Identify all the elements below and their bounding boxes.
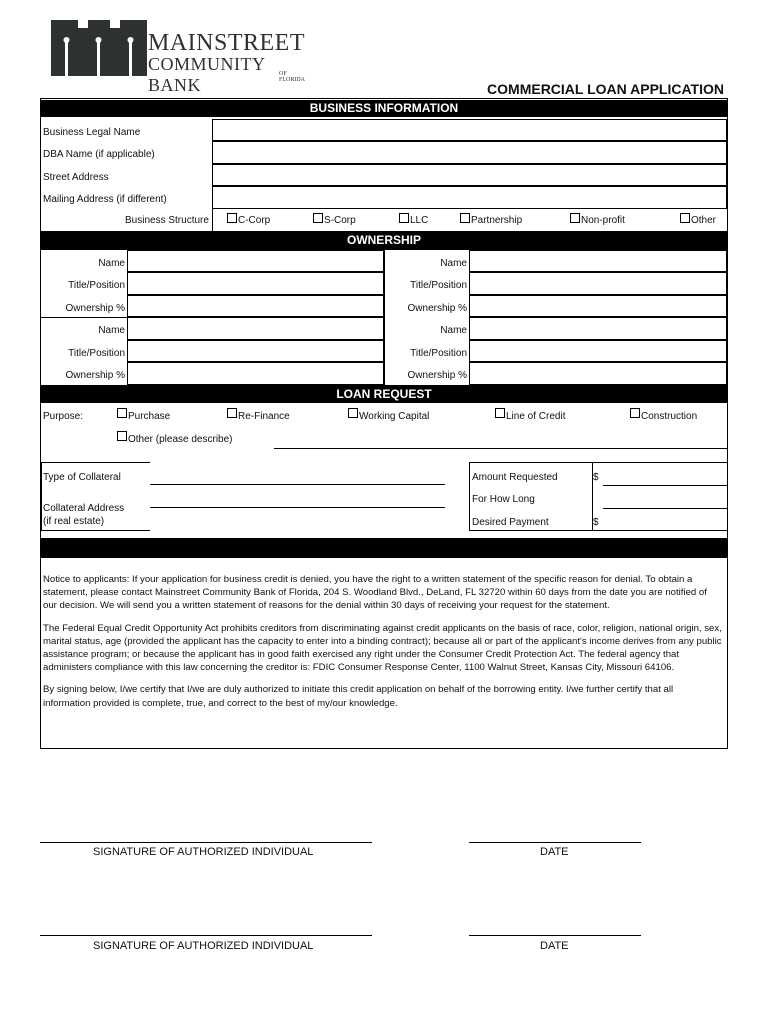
street-label: Street Address [43, 172, 109, 183]
business-info-header: BUSINESS INFORMATION [41, 100, 727, 117]
structure-partnership-checkbox[interactable] [460, 213, 470, 223]
bank-name-line1: MAINSTREET [148, 30, 305, 56]
purpose-refinance-label: Re-Finance [238, 411, 290, 422]
owner2-pct-label: Ownership % [407, 303, 467, 314]
collateral-address-input-1[interactable] [150, 485, 445, 508]
notice-paragraph-2: The Federal Equal Credit Opportunity Act prohibits creditors from discriminating against credit applicants on the basis of race, color, religion, national origin, sex, marital status, age (provided the applicant has the capacity to enter into a binding contract); because all or part of the applicant's income derives from any public assistance program; or because the applicant has in good faith exercised any right under the Consumer Credit Protection Act. The federal agency that administers compliance with this law concerning the creditor is: FDIC Consumer Response Center, 1100 Walnut Street, Kansas City, Missouri 64106. [43, 622, 722, 674]
collateral-address-label-1: Collateral Address [43, 503, 125, 514]
ownership-group-divider [41, 317, 127, 318]
ownership-divider [384, 250, 385, 385]
dba-input[interactable] [212, 141, 727, 164]
owner4-name-label: Name [440, 325, 467, 336]
collateral-type-label: Type of Collateral [43, 472, 121, 483]
bank-name-line3: OF FLORIDA [279, 71, 306, 83]
amount-input-line[interactable] [603, 485, 727, 486]
owner1-name-label: Name [98, 258, 125, 269]
date-line-1[interactable] [469, 842, 641, 843]
owner3-title-label: Title/Position [68, 348, 125, 359]
owner3-title-input[interactable] [127, 340, 384, 362]
date-label-2: DATE [540, 940, 569, 952]
signature-line-1[interactable] [40, 842, 372, 843]
notice-header-bar [41, 538, 727, 558]
amount-currency: $ [593, 472, 599, 483]
purpose-working-capital-checkbox[interactable] [348, 408, 358, 418]
purpose-line-of-credit-checkbox[interactable] [495, 408, 505, 418]
how-long-input-line[interactable] [603, 508, 727, 509]
owner3-pct-input[interactable] [127, 362, 384, 385]
street-input[interactable] [212, 164, 727, 186]
owner4-pct-input[interactable] [469, 362, 727, 385]
structure-nonprofit-checkbox[interactable] [570, 213, 580, 223]
structure-other-label: Other [691, 215, 717, 226]
purpose-label: Purpose: [43, 411, 84, 422]
owner4-title-input[interactable] [469, 340, 727, 362]
purpose-other-describe-line[interactable] [274, 448, 727, 449]
purpose-construction-label: Construction [641, 411, 698, 422]
owner2-name-label: Name [440, 258, 467, 269]
amount-label: Amount Requested [472, 472, 558, 483]
notice-paragraph-3: By signing below, I/we certify that I/we are duly authorized to initiate this credit application on behalf of the borrowing entity. I/we further certify that all information provided is complete, true, and correct to the best of my/our knowledge. [43, 684, 674, 709]
signature-label-1: SIGNATURE OF AUTHORIZED INDIVIDUAL [93, 846, 314, 858]
owner2-title-label: Title/Position [410, 280, 467, 291]
collateral-type-input[interactable] [150, 462, 445, 485]
how-long-label: For How Long [472, 494, 535, 505]
purpose-purchase-checkbox[interactable] [117, 408, 127, 418]
structure-llc-checkbox[interactable] [399, 213, 409, 223]
structure-ccorp-label: C-Corp [238, 215, 271, 226]
structure-ccorp-checkbox[interactable] [227, 213, 237, 223]
ownership-header: OWNERSHIP [41, 231, 727, 250]
owner1-name-input[interactable] [127, 250, 384, 272]
owner3-name-input[interactable] [127, 317, 384, 340]
purpose-other-checkbox[interactable] [117, 431, 127, 441]
mailing-label: Mailing Address (if different) [43, 194, 167, 205]
owner2-title-input[interactable] [469, 272, 727, 295]
purpose-purchase-label: Purchase [128, 411, 171, 422]
date-label-1: DATE [540, 846, 569, 858]
bank-logo [51, 18, 311, 95]
legal-name-input[interactable] [212, 119, 727, 141]
structure-partnership-label: Partnership [471, 215, 523, 226]
form-title: COMMERCIAL LOAN APPLICATION [487, 81, 724, 97]
purpose-construction-checkbox[interactable] [630, 408, 640, 418]
purpose-refinance-checkbox[interactable] [227, 408, 237, 418]
mailing-input[interactable] [212, 186, 727, 209]
owner1-pct-input[interactable] [127, 295, 384, 317]
collateral-address-input-2[interactable] [150, 508, 445, 531]
owner3-pct-label: Ownership % [65, 370, 125, 381]
dba-label: DBA Name (if applicable) [43, 149, 155, 160]
purpose-working-capital-label: Working Capital [359, 411, 430, 422]
collateral-address-label-2: (if real estate) [43, 516, 105, 527]
owner2-pct-input[interactable] [469, 295, 727, 317]
signature-label-2: SIGNATURE OF AUTHORIZED INDIVIDUAL [93, 940, 314, 952]
signature-line-2[interactable] [40, 935, 372, 936]
amount-divider [592, 462, 593, 531]
structure-scorp-label: S-Corp [324, 215, 356, 226]
loan-request-header: LOAN REQUEST [41, 385, 727, 403]
payment-label: Desired Payment [472, 517, 549, 528]
structure-other-checkbox[interactable] [680, 213, 690, 223]
structure-scorp-checkbox[interactable] [313, 213, 323, 223]
payment-currency: $ [593, 517, 599, 528]
owner1-title-label: Title/Position [68, 280, 125, 291]
owner3-name-label: Name [98, 325, 125, 336]
structure-llc-label: LLC [410, 215, 429, 226]
notice-paragraph-1: Notice to applicants: If your application for business credit is denied, you have the right to a written statement of the specific reason for denial. To obtain a statement, please contact Mainstreet Community Bank of Florida, 204 S. Woodland Blvd., DeLand, FL 32720 within 60 days from the date you are notified of our decision. We will send you a written statement of reasons for the denial within 30 days of receiving your request for the statement. [43, 574, 707, 612]
legal-name-label: Business Legal Name [43, 127, 141, 138]
date-line-2[interactable] [469, 935, 641, 936]
structure-divider [212, 209, 213, 231]
owner2-name-input[interactable] [469, 250, 727, 272]
owner1-title-input[interactable] [127, 272, 384, 295]
owner4-title-label: Title/Position [410, 348, 467, 359]
purpose-line-of-credit-label: Line of Credit [506, 411, 566, 422]
bank-name-line2: COMMUNITY BANK [148, 54, 265, 95]
owner4-name-input[interactable] [469, 317, 727, 340]
owner4-pct-label: Ownership % [407, 370, 467, 381]
owner1-pct-label: Ownership % [65, 303, 125, 314]
bank-logo-icon [51, 18, 147, 76]
purpose-other-label: Other (please describe) [128, 434, 233, 445]
notice-text [43, 573, 723, 719]
structure-nonprofit-label: Non-profit [581, 215, 625, 226]
structure-label: Business Structure [125, 215, 209, 226]
